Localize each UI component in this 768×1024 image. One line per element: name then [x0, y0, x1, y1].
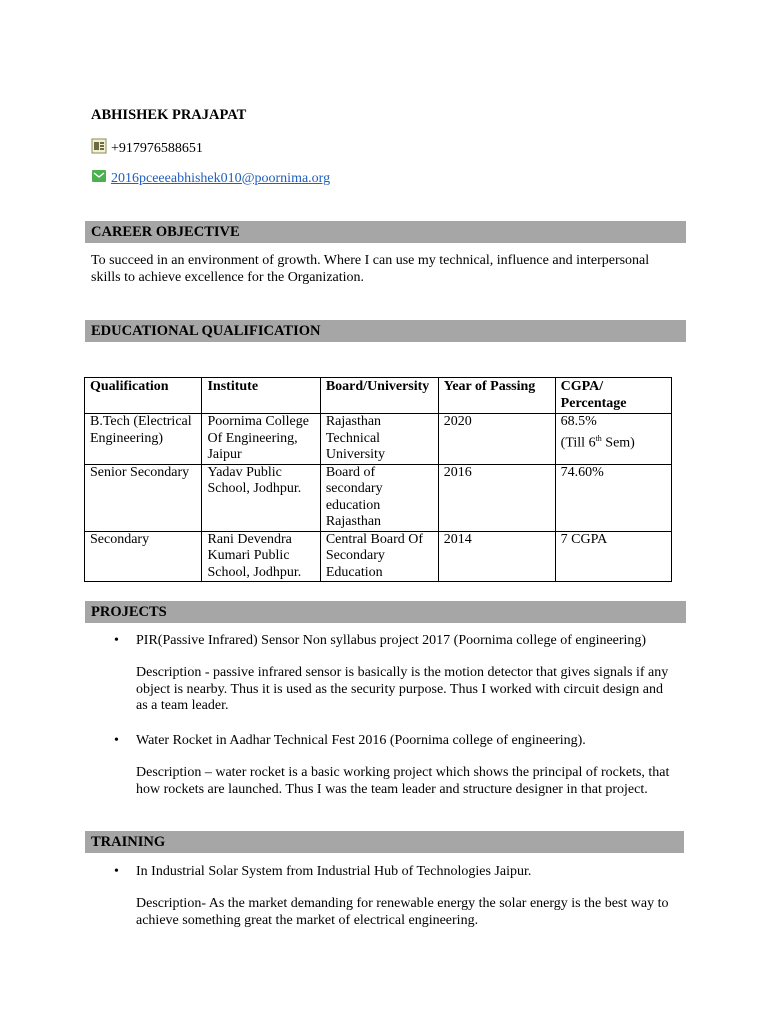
project-heading: PIR(Passive Infrared) Sensor Non syllabus project 2017 (Poornima college of engineering)	[136, 633, 647, 648]
candidate-name: ABHISHEK PRAJAPAT	[91, 107, 247, 123]
institute-cell: Poornima College Of Engineering, Jaipur	[202, 414, 320, 465]
column-header: Qualification	[85, 378, 202, 414]
year-cell: 2020	[438, 414, 555, 465]
qualification-cell: B.Tech (Electrical Engineering)	[85, 414, 202, 465]
year-cell: 2014	[438, 531, 555, 582]
projects-heading: PROJECTS	[85, 601, 686, 623]
board-cell: Rajasthan Technical University	[320, 414, 438, 465]
board-cell: Board of secondary education Rajasthan	[320, 464, 438, 531]
column-header: Year of Passing	[438, 378, 555, 414]
bullet-icon: •	[114, 733, 119, 748]
education-heading: EDUCATIONAL QUALIFICATION	[85, 320, 686, 342]
email-icon	[91, 168, 107, 189]
table-row	[85, 414, 672, 465]
qualification-cell: Senior Secondary	[85, 464, 202, 531]
institute-cell: Yadav Public School, Jodhpur.	[202, 464, 320, 531]
table-row	[85, 531, 672, 582]
bullet-icon: •	[114, 864, 119, 879]
score-cell: 7 CGPA	[555, 531, 671, 582]
column-header: Institute	[202, 378, 320, 414]
table-row	[85, 464, 672, 531]
bullet-icon: •	[114, 633, 119, 648]
project-heading: Water Rocket in Aadhar Technical Fest 2016 (Poornima college of engineering).	[136, 733, 586, 748]
description-label: Description –	[136, 765, 212, 780]
phone-number: +917976588651	[111, 140, 203, 156]
career-objective-heading: CAREER OBJECTIVE	[85, 221, 686, 243]
board-cell: Central Board Of Secondary Education	[320, 531, 438, 582]
score-note-prefix: (Till 6	[560, 435, 596, 451]
score-note-sup: th	[595, 433, 602, 443]
email-row	[91, 168, 330, 189]
score-value: 68.5%	[560, 414, 597, 429]
score-note-suffix: Sem)	[601, 435, 635, 451]
institute-cell: Rani Devendra Kumari Public School, Jodhpur.	[202, 531, 320, 582]
table-header-row	[85, 378, 672, 414]
score-cell	[555, 414, 671, 465]
score-note	[561, 431, 666, 452]
column-header: Board/University	[320, 378, 438, 414]
description-text: water rocket is a basic working project which shows the principal of rockets, that how rockets are launched. Thus I was the team leader and structure designer in that project.	[136, 765, 670, 797]
phone-icon	[91, 138, 107, 159]
email-link[interactable]: 2016pceeeabhishek010@poornima.org	[111, 170, 331, 186]
project-description: Description - passive infrared sensor is basically is the motion detector that gives signals if any object is nearby. Thus it is used as the security purpose. Thus I worked with circuit design and as a team leader.	[136, 665, 669, 713]
score-cell: 74.60%	[555, 464, 671, 531]
year-cell: 2016	[438, 464, 555, 531]
phone-row	[91, 138, 203, 159]
column-header: CGPA/ Percentage	[555, 378, 671, 414]
training-heading-text: In Industrial Solar System from Industrial Hub of Technologies Jaipur.	[136, 864, 532, 879]
education-table	[84, 377, 672, 582]
training-heading: TRAINING	[85, 831, 684, 853]
training-description: Description- As the market demanding for renewable energy the solar energy is the best way to achieve something great the market of electrical engineering.	[136, 896, 669, 928]
qualification-cell: Secondary	[85, 531, 202, 582]
career-objective-text: To succeed in an environment of growth. Where I can use my technical, influence and interpersonal skills to achieve excellence for the Organization.	[91, 253, 650, 285]
project-description	[136, 765, 676, 798]
